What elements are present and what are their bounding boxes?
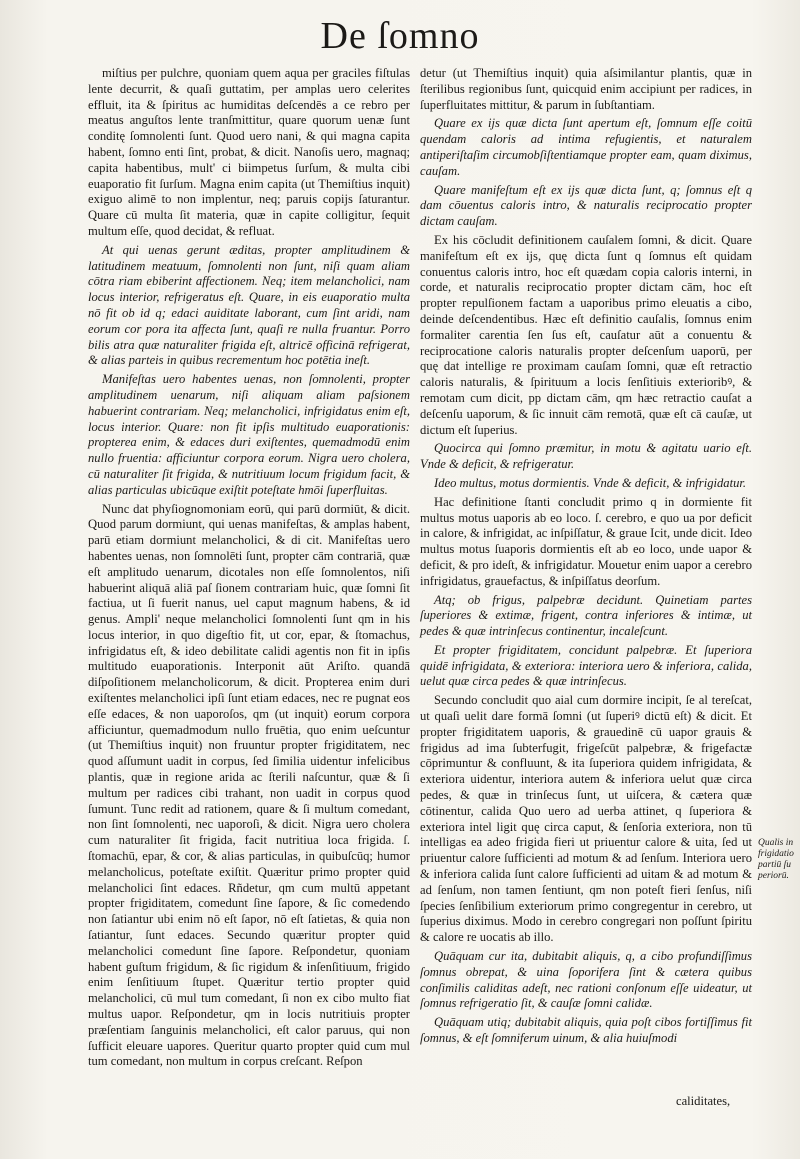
right-paragraph-4: Ex his cōcludit definitionem cauſalem ſomni, & dicit. Quare manifeſtum eſt ex ijs, quę dicta ſunt q ſomnus eſt quidam conuentus caloris intro, hoc eſt quædam copia caloris interni, in corde, et naturalis reciprocatio propter dictam cām, hoc eſt propter repulſionem factam a uaporibus primo eleuatis a cibo, deinde deſcendentibus. Hæc eſt definitio cauſalis, ſomnus enim formaliter carentia ſen ſus eſt, cauſatur aūt a conuentu & reciprocatione caloris naturalis propter deſcenſum uaporū, per quę dat intellige re proximam cauſam ſomni, quæ eſt retractio caloris naturalis, & ſpirituum a locis ſenſitiuis exterioribꝰ, & remotam cum dicit, pp dictam cām, qm hæc retractio cauſat a deſcenſu uaporum, & ſic innuit cām remotā, quæ eſt cā cauſæ, ut dictum eſt ſuperius.: [420, 232, 752, 437]
right-paragraph-7: Hac definitione ſtanti concludit primo q in dormiente fit multus motus uaporis ab eo loco. ſ. cerebro, e quo ua por deficit in calore, & infrigidat, ac inſpiſſatur, & graue Icit, unde dicit. Ideo multus motus ſuaporis dormientis eſt ab eo loco, unde uapor & deficit, & pro ideſt, & infrigidatur. Mouetur enim uapor a cerebro infrigidatus, grauefactus, & inſpiſſatus deorſum.: [420, 494, 752, 588]
catchword: caliditates,: [676, 1094, 731, 1108]
left-paragraph-2: At qui uenas gerunt æditas, propter amplitudinem & latitudinem meatuum, ſomnolenti non ſunt, niſi quam aliam cōtra riam ebiberint affectionem. Neq; item melancholici, nam locus interior, refrigeratus eſt. Quare, in eis euaporatio multa nō fit ob id q; edaci auiditate laborant, cum ſint aridi, nam eorum cor pora ita affecta ſunt, quaſi re nulla fruantur. Porro bilis atra quæ naturaliter frigida eſt, altricē officinā refrigerat, & alias parteis in quibus recrementum hoc potētia ineſt.: [88, 242, 410, 368]
right-paragraph-8: Atq; ob frigus, palpebræ decidunt. Quinetiam partes ſuperiores & extimæ, frigent, contra inferiores & intimæ, ut pedes & quæ intrinſecus continentur, incaleſcunt.: [420, 592, 752, 639]
right-paragraph-2: Quare ex ijs quæ dicta ſunt apertum eſt, ſomnum eſſe coitū quendam caloris ad intima refugientis, et naturalem antiperiſtaſim circumobſiſtentiamque propter eam, quam diximus, cauſam.: [420, 116, 752, 178]
left-paragraph-1: miſtius per pulchre, quoniam quem aqua per graciles fiſtulas lente decurrit, & quaſi guttatim, per amplas uero celerites effluit, ita & ſpiritus ac humiditas deſcendēs a ce rebro per meatus anguſtos lente tranſmittitur, quare quorum uenæ ſunt conditę ſomnolenti ſunt. Quod uero nani, & qui magna capita habent, ſomno enti ſint, probat, & dicit. Nanoſis uero, magnaq; capita habentibus, mult' ci biimpetus ſurſum, & multa cibi euaporatio fit ſurſum. Magna enim capita (ut Themiſtius inquit) exiguo alimē to non implentur, neq; paruis copijs ſaturantur. Quare cū multa ſit materia, quæ in capite colligitur, ſequit multum eſſe, quod decidat, & refluat.: [88, 66, 410, 238]
right-column: [420, 66, 752, 1050]
right-paragraph-11: Quāquam cur ita, dubitabit aliquis, q, a cibo profundiſſimus ſomnus obrepat, & uina ſoporifera ſint & cætera quibus conſimilis caliditas adeſt, nec rationi conſonum eſſe uideatur, ut ſomnus refrigeratio ſit, & cauſæ ſomni calidæ.: [420, 949, 752, 1011]
right-paragraph-10: Secundo concludit quo aial cum dormire incipit, ſe al tereſcat, ut quaſi uelit dare formā ſomni (ut ſuperiꝰ dictū eſt) & dicit. Et propter frigiditatem uaporis, & grauedinē cū uapor grauis & frigidus ad ima ſubterfugit, frigeſcūt palpebræ, & frigefactæ cōprimuntur & confluunt, & ita ſuperiora quidem infrigidata, & exteriora uidentur, interiora autem & inferiora uelut quæ circa pedes, & quæ in trinſecus ſunt, ut uiſcera, & cætera quæ cōtinentur, calida Quo uero ad uerba attinet, q ſuperiora & exteriora intel ligit quę circa caput, & ſenſoria exteriora, non tū intelligas ea adeo frigida fieri ut priuentur calore & uita, ſed ut priuentur calore ſufficienti ad motum & ad ſenſum. Interiora uero & inferiora calida ſunt calore ſufficienti ad uitam & ad motum & ad ſenſum, non tamen ſentiunt, qm non poteſt fieri ſenſus, niſi ſpecies ſenſibilium exteriorum primo congregentur in cerebro, ut ſuperius diximus. Modo in cerebro congregari non poſſunt ſpiritu & calore re uocatis ab illo.: [420, 693, 752, 945]
right-paragraph-9: Et propter frigiditatem, concidunt palpebræ. Et ſuperiora quidē infrigidata, & exteriora: interiora uero & inferiora, calida, uelut quæ circa pedes & quæ intrinſecus.: [420, 642, 752, 689]
right-paragraph-3: Quare manifeſtum eſt ex ijs quæ dicta ſunt, q; ſomnus eſt q dam cōuentus caloris intro, & naturalis reciprocatio propter dictam cauſam.: [420, 182, 752, 229]
left-paragraph-3: Manifeſtas uero habentes uenas, non ſomnolenti, propter amplitudinem uenarum, niſi aliquam aliam paſsionem habuerint contrariam. Neq; melancholici, infrigidatus enim eſt, locus interior. Quare: non fit ipſis multitudo euaporationis: propterea enim, & edaces duri exiſtentes, quemadmodū enim nullo fruentia: afficiuntur corpora eorum. Nigra uero cholera, cū naturaliter ſit frigida, & nutritiuum locum frigidum facit, & alias particulas ubicūque exiſtit poteſtate hmōi ſuperfluitas.: [88, 372, 410, 497]
right-paragraph-6: Ideo multus, motus dormientis. Vnde & deficit, & infrigidatur.: [434, 475, 747, 490]
left-paragraph-4: Nunc dat phyſiognomoniam eorū, qui parū dormiūt, & dicit. Quod parum dormiunt, qui uenas manifeſtas, & amplas habent, parū etiam dormiunt melancholici, & di cit. Manifeſtas uero habentes uenas, non ſomnolēti ſunt, propter cām contrariā, quæ eſt amplitudo uenarum, dicotales non eſſe ſomnolentos, niſi habuerint aliquā aliā paſ ſionem contrariam huic, quæ ſomni ſit factiua, ut ſi fuerit nanus, uel caput magnum habens, & id genus. Ampli' neque melancholici ſomnolenti ſunt qm in his locus interior, in quo digeſtio fit, ut cor, epar, & ſtomachus, infrigidatus eſt, & ideo debilitate calidi agentis non fit in ipſis multitudo euaporationis. Interponit aūt Ariſto. quandā diſpoſitionem melancholicorum, & dicit. Propterea enim duri exiſtentes melancholici ipſi ſunt etiam edaces, nec re pugnat eos eſſe edaces, & non uaporoſos, qm (ut inquit) eorum corpora afficiuntur, quemadmodum nullo fruētia, quo enim ueſcuntur (ut Themiſtius inquit) non fruuntur propter frigiditatem, nec quod aſſumunt uadit in corpus, ſed ſimilia uidentur infelicibus plantis, quæ in regione arida ac ſterili naſcuntur, quæ & ſi multum per radices cibi trahant, non uadit in corpus quod ſumunt. Tunc redit ad rationem, quare & ſi multum comedant, non ſint ſomnolenti, nec uaporoſi, & dicit. Nigra uero cholera cum naturaliter ſit frigida, facit nutritiua loca frigida. ſ. ſtomachū, epar, & cor, & alias particulas, in quibuſcūq; humor melancholicus, poteſtate exiſtit. Quæritur primo propter quid melancholici ſint edaces. Rñdetur, qm cum multū appetant propter frigiditatem, comedunt ſine ſapore, & ſic comedendo non ſatiantur ubi enim nō eſt ſapor, nō eſt ſatietas, & quia non ſatiantur, ſunt edaces. Secundo quæritur propter quid melancholici comedunt ſine ſapore. Reſpondetur, quoniam habent guſtum frigidum, & ſic rigidum & inſenſitiuum, frigido enim ſenſitiuum ſtupet. Quæritur tertio propter quid melancholici, cū mul tum comedant, ſi non ex cibo multo fiat multus uapor. Reſpondetur, qm in locis nutritiuis propter præſentiam ſanguinis melancholici, eſt calor paruus, qui non ſufficit eleuare uapores. Queritur quarto propter quid cum mul tum comedant, non multum in corpus creſcant. Reſpon: [88, 501, 410, 1069]
right-paragraph-12: Quāquam utiq; dubitabit aliquis, quia poſt cibos fortiſſimus fit ſomnus, & eſt ſomniferum uinum, & alia huiuſmodi: [420, 1015, 752, 1046]
margin-note: Qualis in frigidatio partiū ſu periorū.: [758, 838, 794, 881]
right-paragraph-1: detur (ut Themiſtius inquit) quia aſsimilantur plantis, quæ in ſterilibus regionibus ſunt, quicquid enim accipiunt per radices, in ſuperfluitates mittitur, & parum in ſubſtantiam.: [420, 66, 752, 112]
page-title: De ſomno: [320, 15, 480, 57]
right-paragraph-5: Quocirca qui ſomno præmitur, in motu & agitatu uario eſt. Vnde & deficit, & refrigeratur.: [420, 441, 752, 472]
left-column: [88, 66, 410, 1073]
